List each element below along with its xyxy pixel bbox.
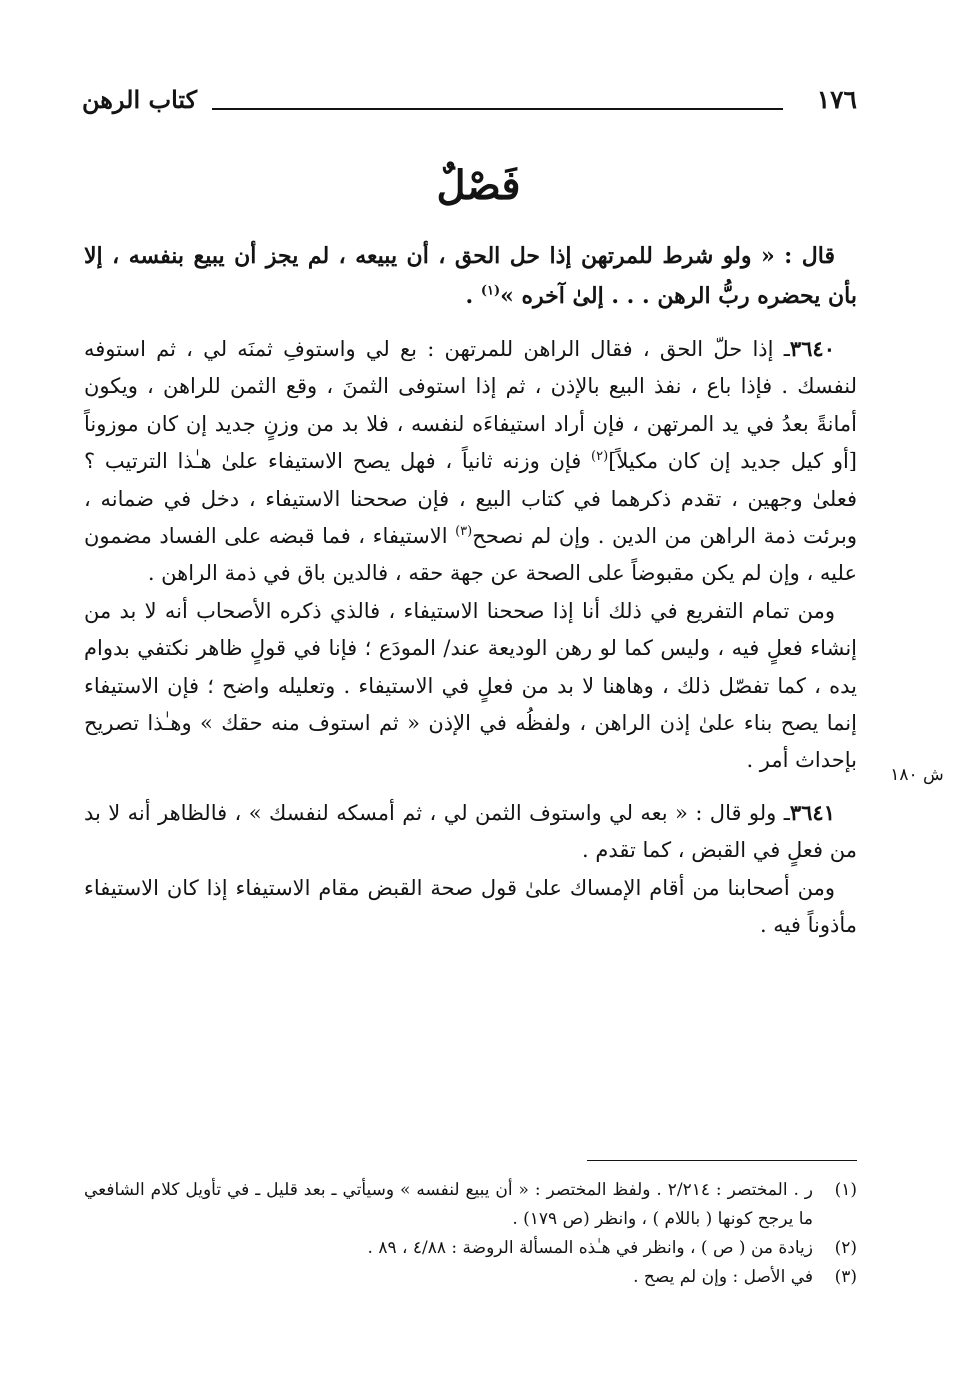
paragraph-imsak: ومن أصحابنا من أقام الإمساك علىٰ قول صحة القبض مقام الاستيفاء إذا كان الاستيفاء مأذوناً فيه . bbox=[84, 875, 857, 938]
footnotes bbox=[84, 1176, 857, 1292]
matn-end: . bbox=[465, 283, 481, 309]
paragraph-3641 bbox=[84, 794, 857, 870]
footnote-ref: (١) bbox=[480, 283, 501, 299]
footnote-text: ر . المختصر : ٢/٢١٤ . ولفظ المختصر : « أن يبيع لنفسه » وسيأتي ـ بعد قليل ـ في تأويل كلام الشافعي ما يرجح كونها ( باللام ) ، وانظر (ص ١٧٩) . bbox=[84, 1180, 813, 1229]
footnote-ref: (٢) bbox=[591, 449, 609, 465]
matn-text: قال : « ولو شرط للمرتهن إذا حل الحق ، أن يبيعه ، لم يجز أن يبيع بنفسه ، إلا بأن يحضره ربُّ الرهن . . . إلىٰ آخره » bbox=[84, 243, 857, 309]
paragraph-text: الاستيفاء ، فما قبضه على الفساد مضمون عليه ، وإن لم يكن مقبوضاً على الصحة عن جهة حقه ، فالدين باق في ذمة الراهن . bbox=[84, 524, 857, 586]
page-number: ١٧٦ bbox=[816, 85, 857, 114]
book-title: كتاب الرهن bbox=[82, 85, 198, 114]
footnote-number: (٢) bbox=[834, 1238, 857, 1258]
section-ornament: فَصْلٌ bbox=[436, 162, 521, 209]
paragraph-text: فإن وزنه ثانياً ، فهل يصح الاستيفاء علىٰ هـٰذا الترتيب ؟ فعلىٰ وجهين ، تقدم ذكرهما في كتاب البيع ، فإن صححنا الاستيفاء ، دخل في ضمانه ، وبرئت ذمة الراهن من الدين . وإن لم نصحح bbox=[84, 449, 857, 549]
issue-number: ٣٦٤١ bbox=[789, 799, 835, 825]
footnote bbox=[84, 1176, 857, 1234]
footnote bbox=[84, 1234, 857, 1263]
paragraph-text: ـ ولو قال : « بعه لي واستوف الثمن لي ، ثم أمسكه لنفسك » ، فالظاهر أنه لا بد من فعلٍ في القبض ، كما تقدم . bbox=[84, 800, 857, 863]
spacer bbox=[84, 316, 857, 330]
footnote-text: في الأصل : وإن لم يصح . bbox=[633, 1267, 813, 1287]
running-header bbox=[82, 84, 857, 120]
paragraph-tafri: ومن تمام التفريع في ذلك أنا إذا صححنا الاستيفاء ، فالذي ذكره الأصحاب أنه لا بد من إنشاء فعلٍ فيه ، وليس كما لو رهن الوديعة عند/ المودَع ؛ فإنا في قولٍ ظاهر نكتفي بدوام يده ، كما تفصّل ذلك ، وهاهنا لا بد من فعلٍ في الاستيفاء . وتعليله واضح ؛ فإن الاستيفاء إنما يصح بناء علىٰ إذن الراهن ، ولفظُه في الإذن « ثم استوف منه حقك » وهـٰذا تصريح بإحداث أمر . bbox=[84, 598, 857, 773]
footnote-rule bbox=[587, 1160, 857, 1161]
main-text bbox=[84, 236, 857, 945]
manuscript-folio-note: ش ١٨٠ bbox=[890, 765, 944, 785]
paragraph-text: ـ إذا حلّ الحق ، فقال الراهن للمرتهن : بع لي واستوفِ ثمنَه لي ، ثم استوفه لنفسك . فإذا باع ، نفذ البيع بالإذن ، ثم إذا استوفى الثمنَ ، وقع الثمن للراهن ، ويكون أمانةً بعدُ في يد المرتهن ، فإن أراد استيفاءَه لنفسه ، فلا بد من وزنٍ جديد إن كان موزوناً [أو كيل جديد إن كان مكيلاً] bbox=[84, 337, 857, 474]
header-rule bbox=[212, 108, 783, 110]
issue-number: ٣٦٤٠ bbox=[789, 336, 835, 361]
spacer bbox=[84, 780, 857, 794]
footnote-ref: (٣) bbox=[455, 524, 473, 540]
footnote-number: (٣) bbox=[834, 1267, 857, 1287]
paragraph-3640 bbox=[84, 330, 857, 593]
footnote bbox=[84, 1263, 857, 1292]
footnote-number: (١) bbox=[834, 1180, 857, 1200]
footnote-text: زيادة من ( ص ) ، وانظر في هـٰذه المسألة الروضة : ٤/٨٨ ، ٨٩ . bbox=[367, 1238, 813, 1258]
matn-quote bbox=[84, 236, 857, 316]
